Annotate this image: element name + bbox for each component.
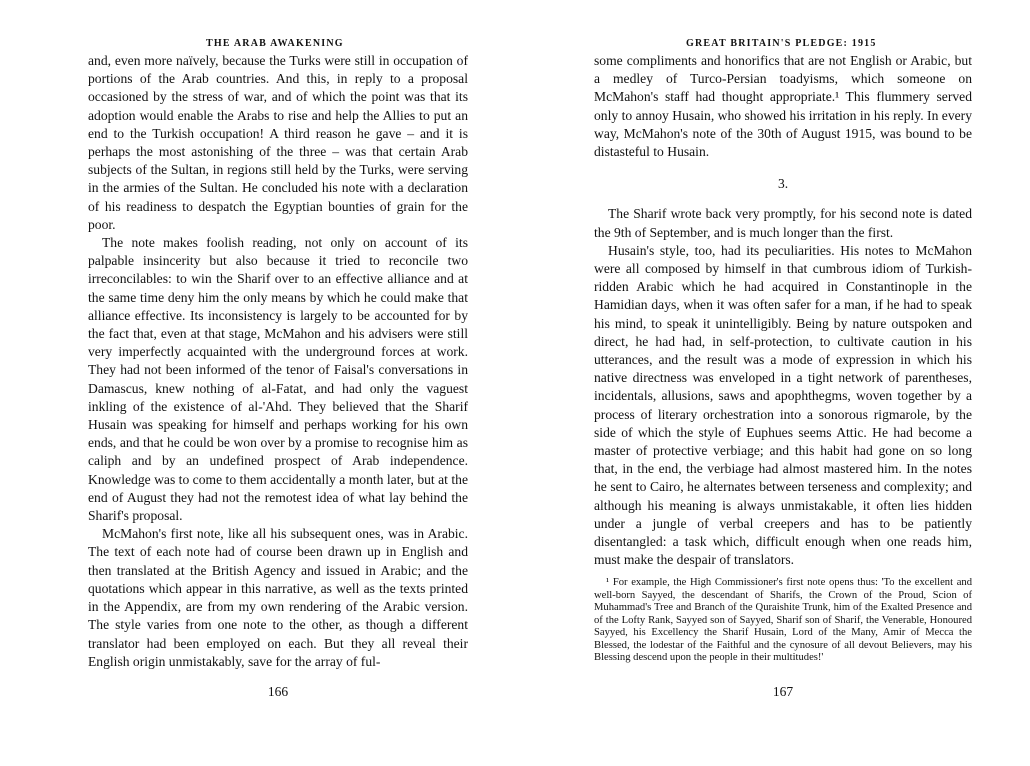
running-head-left: THE ARAB AWAKENING xyxy=(206,38,344,49)
paragraph: The Sharif wrote back very promptly, for his second note is dated the 9th of September, and is much longer than the first. xyxy=(594,206,972,240)
running-head-right: GREAT BRITAIN'S PLEDGE: 1915 xyxy=(686,38,877,49)
paragraph: McMahon's first note, like all his subsequent ones, was in Arabic. The text of each note had of course been drawn up in English and then translated at the British Agency and issued in Arabic; and the quotations which appear in this narrative, as well as the texts printed in the Appendix, are from my own rendering of the Arabic version. The style varies from one note to the other, as though a different translator had been employed on each. But they all reveal their English origin unmistakably, save for the array of ful- xyxy=(88,526,468,669)
page-number-right: 167 xyxy=(772,684,794,699)
left-page-body xyxy=(88,52,468,671)
left-page xyxy=(88,0,468,766)
right-page xyxy=(594,0,972,766)
right-page-body xyxy=(594,52,972,664)
paragraph: some compliments and honorifics that are not English or Arabic, but a medley of Turco-Persian toadyisms, which someone on McMahon's staff had thought appropriate.¹ This flummery served only to annoy Husain, who showed his irritation in his reply. In every way, McMahon's note of the 30th of August 1915, was bound to be distasteful to Husain. xyxy=(594,53,972,160)
paragraph: Husain's style, too, had its peculiarities. His notes to McMahon were all composed by himself in that cumbrous idiom of Turkish-ridden Arabic which he had acquired in Constantinople in the Hamidian days, when it was often safer for a man, if he had to speak his mind, to speak it unintelligibly. Being by nature outspoken and direct, he had had, in self-protection, to cultivate caution in his utterances, and the result was a mode of expression in which his native directness was enveloped in a tight network of parentheses, incidentals, allusions, saws and apophthegms, woven together by a process of literary orchestration into a sonorous rigmarole, by the side of which the style of Euphues seems Attic. He had become a master of protective verbiage; and this habit had gone on so long that, in the end, the verbiage had almost mastered him. In the notes he sent to Cairo, he alternates between terseness and complexity; and although his meaning is always unmistakable, it often lies hidden under a jungle of verbal creepers and has to be patiently disentangled: a task which, difficult enough when one reads him, must make the despair of translators. xyxy=(594,242,972,568)
footnote: ¹ For example, the High Commissioner's first note opens thus: 'To the excellent and well-born Sayyed, the descendant of Sharifs, the Crown of the Proud, Scion of Muhammad's Tree and Branch of the Quraishite Trunk, him of the Exalted Presence and of the Lofty Rank, Sayyed son of Sayyed, Sharif son of Sharif, the Venerable, Honoured Sayyed, his Excellency the Sharif Husain, Lord of the Many, Amir of Mecca the Blessed, the lodestar of the Faithful and the cynosure of all devout Believers, may his Blessing descend upon the people in their multitudes!' xyxy=(594,577,972,663)
paragraph: The note makes foolish reading, not only on account of its palpable insincerity but also because it tried to reconcile two irreconcilables: to win the Sharif over to an effective alliance and at the same time deny him the only means by which he could make that alliance effective. Its inconsistency is largely to be accounted for by the fact that, even at that stage, McMahon and his advisers were still very imperfectly acquainted with the underground forces at work. They had not been informed of the tenor of Faisal's conversations in Damascus, knew nothing of al-Fatat, and had only the vaguest inkling of the existence of al-'Ahd. They believed that the Sharif Husain was speaking for himself and perhaps working for his own ends, and that he could be won over by a promise to recognise him as caliph and by an undefined prospect of Arab independence. Knowledge was to come to them accidentally a month later, but at the end of August they had not the remotest idea of what lay behind the Sharif's proposal. xyxy=(88,235,468,524)
section-number: 3. xyxy=(777,176,789,192)
paragraph: and, even more naïvely, because the Turks were still in occupation of portions of the Arab countries. And this, in reply to a proposal occasioned by the stress of war, and of which the point was that its adoption would enable the Arabs to rise and help the Allies to put an end to the Turkish occupation! A third reason he gave – and it is perhaps the most astonishing of the three – was that certain Arab subjects of the Sultan, in regions still held by the Turks, were serving in the armies of the Sultan. He concluded his note with a declaration of his readiness to despatch the Egyptian bounties of grain for the poor. xyxy=(88,53,468,232)
page-number-left: 166 xyxy=(267,684,289,699)
